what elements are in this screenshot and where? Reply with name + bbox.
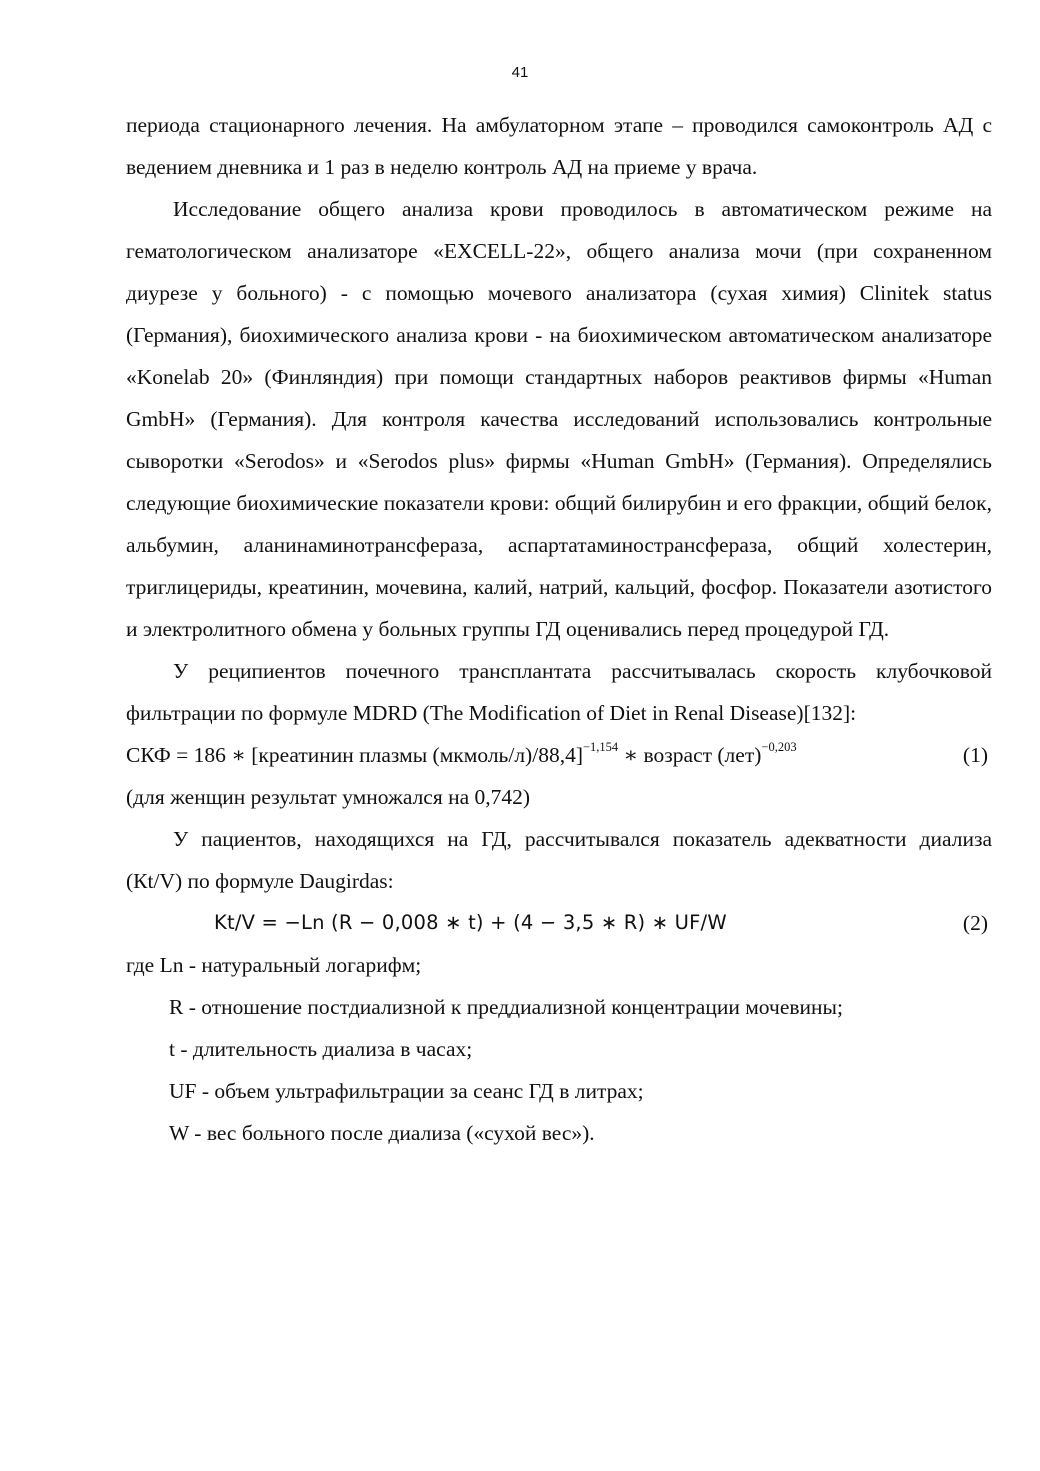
definition-t: t - длительность диализа в часах; (169, 1037, 473, 1061)
formula-gfr-expression (126, 734, 797, 776)
definition-ln: где Ln - натуральный логарифм; (126, 953, 422, 977)
formula-ktv-number: (2) (962, 911, 988, 935)
paragraph-treatment-period: периода стационарного лечения. На амбулаторном этапе – проводился самоконтроль АД с ведением дневника и 1 раз в неделю контроль АД на приеме у врача. (126, 113, 992, 179)
paragraph-ktv-intro: У пациентов, находящихся на ГД, рассчитывался показатель адекватности диализа (Кt/V) по формуле Daugirdas: (126, 827, 992, 893)
definition-w: W - вес больного после диализа («сухой вес»). (169, 1121, 595, 1145)
formula-gfr-number: (1) (962, 743, 988, 767)
formula-ktv-daugirdas (126, 902, 992, 944)
formula-ktv-expression: Kt/V = −Ln (R − 0,008 ∗ t) + (4 − 3,5 ∗ R) ∗ UF/W (214, 911, 727, 934)
definition-uf: UF - объем ультрафильтрации за сеанс ГД в литрах; (169, 1079, 644, 1103)
document-body (126, 104, 992, 1154)
paragraph-lab-methods: Исследование общего анализа крови проводилось в автоматическом режиме на гематологическом анализаторе «EXCELL-22», общего анализа мочи (при сохраненном диурезе у больного) - с помощью мочевого анализатора (сухая химия) Clinitek status (Германия), биохимического анализа крови - на биохимическом автоматическом анализаторе «Konelab 20» (Финляндия) при помощи стандартных наборов реактивов фирмы «Human GmbH» (Германия). Для контроля качества исследований использовались контрольные сыворотки «Serodos» и «Serodos plus» фирмы «Human GmbH» (Германия). Определялись следующие биохимические показатели крови: общий билирубин и его фракции, общий белок, альбумин, аланинаминотрансфераза, аспартатаминострансфераза, общий холестерин, триглицериды, креатинин, мочевина, калий, натрий, кальций, фосфор. Показатели азотистого и электролитного обмена у больных группы ГД оценивались перед процедурой ГД. (126, 197, 992, 641)
page-number: 41 (511, 64, 529, 81)
formula-gfr-exponent1: −1,154 (582, 740, 619, 754)
formula-gfr-part1: СКФ = 186 ∗ [креатинин плазмы (мкмоль/л)/88,4] (126, 743, 583, 767)
formula-gfr-exponent2: −0,203 (761, 740, 797, 754)
formula-gfr-note: (для женщин результат умножался на 0,742) (126, 785, 531, 809)
paragraph-mdrd-intro: У реципиентов почечного трансплантата рассчитывалась скорость клубочковой фильтрации по формуле MDRD (The Modification of Diet in Renal Disease)[132]: (126, 659, 992, 725)
definition-r: R - отношение постдиализной к преддиализной концентрации мочевины; (169, 995, 843, 1019)
formula-gfr-part2: ∗ возраст (лет) (618, 743, 762, 767)
formula-gfr-mdrd (126, 734, 992, 776)
